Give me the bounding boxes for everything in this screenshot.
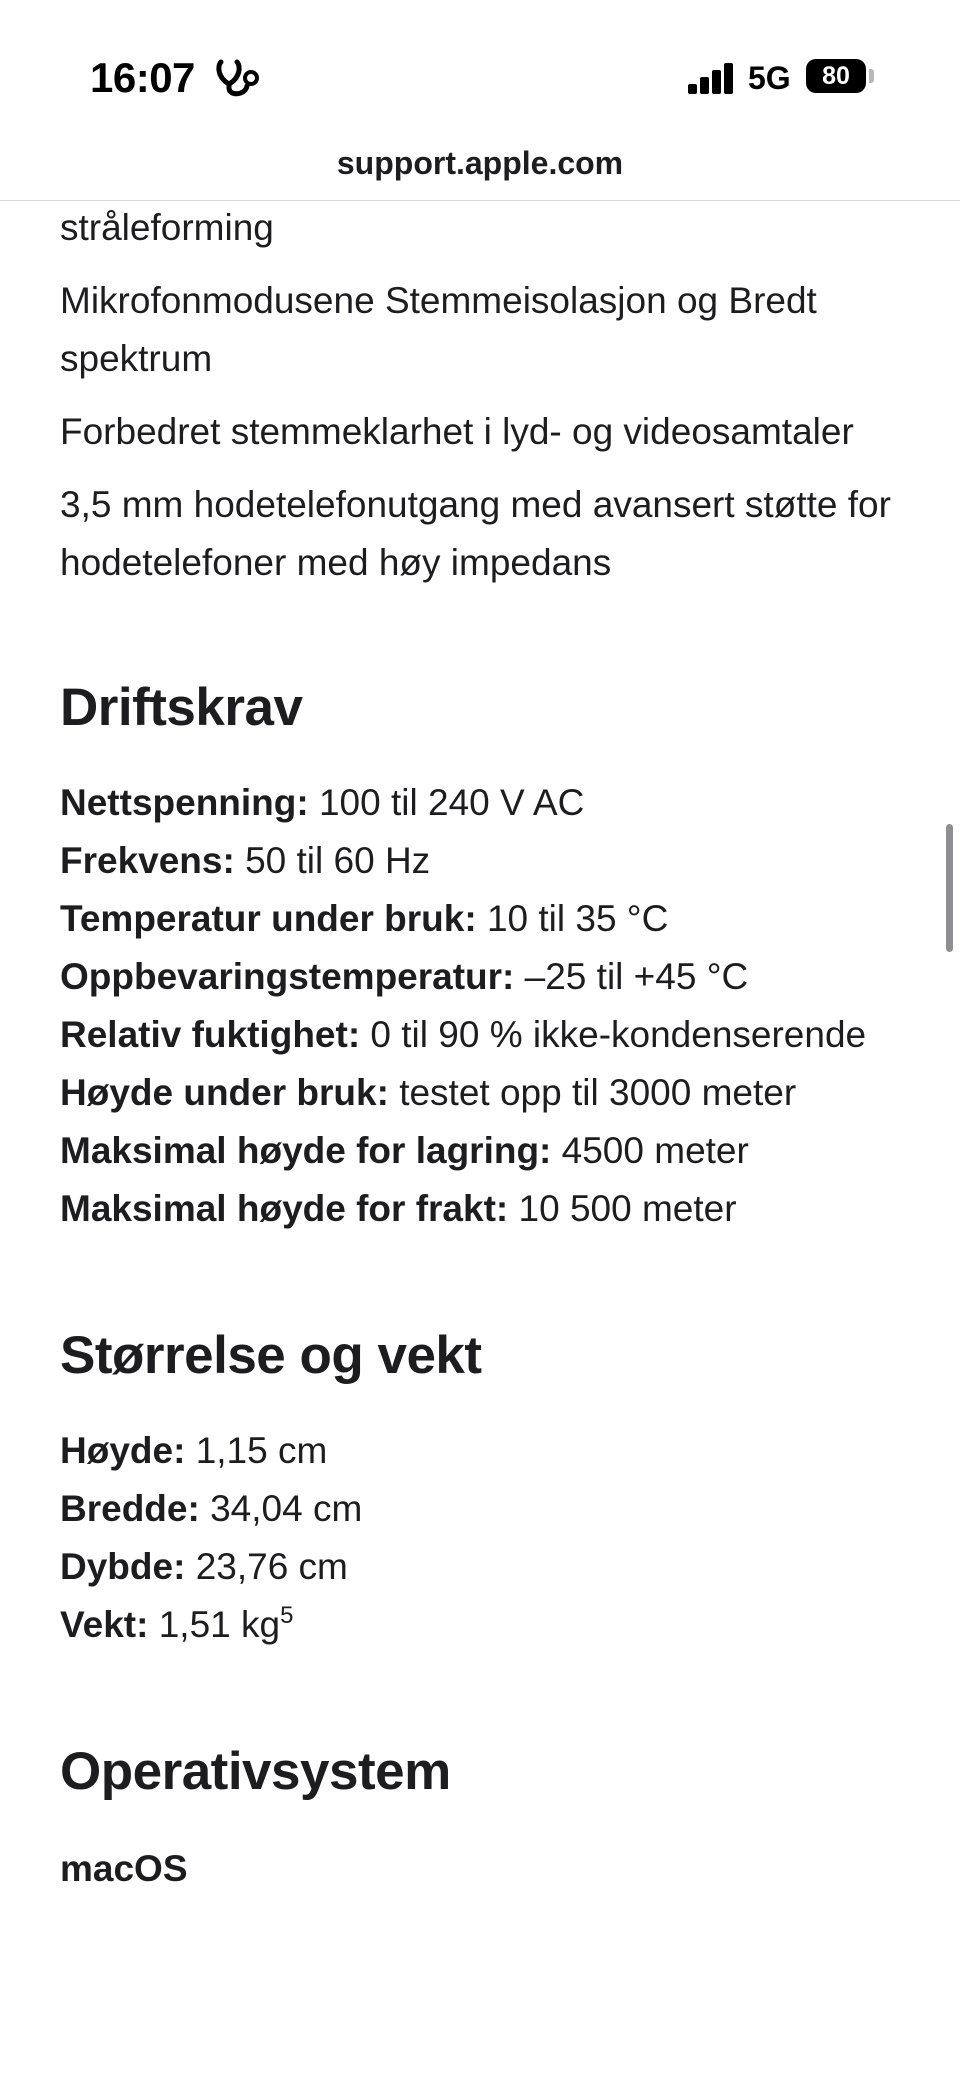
spec-value: 100 til 240 V AC — [318, 782, 585, 823]
spec-label: Vekt: — [60, 1604, 149, 1645]
section-heading-size-weight: Størrelse og vekt — [60, 1326, 482, 1385]
status-time: 16:07 — [90, 54, 195, 101]
cellular-signal-icon — [688, 62, 736, 94]
spec-line-shipping-altitude — [60, 1180, 900, 1238]
spec-label: Dybde: — [60, 1546, 186, 1587]
spec-line-relative-humidity — [60, 1006, 900, 1064]
feature-line-voice-isolation: Mikrofonmodusene Stemmeisolasjon og Bredt spektrum — [60, 280, 817, 379]
feature-line-voice-clarity: Forbedret stemmeklarhet i lyd- og videosamtaler — [60, 411, 854, 452]
spec-value: 34,04 cm — [210, 1488, 363, 1529]
spec-value: 23,76 cm — [195, 1546, 348, 1587]
page-scrollbar[interactable] — [946, 824, 953, 952]
spec-label: Høyde under bruk: — [60, 1072, 389, 1113]
browser-url-bar[interactable] — [0, 140, 960, 201]
spec-label: Bredde: — [60, 1488, 200, 1529]
spec-value: 4500 meter — [561, 1130, 749, 1171]
spec-value: 10 til 35 °C — [486, 898, 669, 939]
spec-label: Maksimal høyde for frakt: — [60, 1188, 509, 1229]
spec-value: 10 500 meter — [518, 1188, 737, 1229]
section-heading-operating-requirements: Driftskrav — [60, 678, 303, 737]
spec-label: Høyde: — [60, 1430, 186, 1471]
spec-line-operating-altitude — [60, 1064, 900, 1122]
spec-label: Relativ fuktighet: — [60, 1014, 361, 1055]
spec-line-height — [60, 1422, 900, 1480]
battery-icon: 80 — [806, 59, 866, 93]
spec-label: Nettspenning: — [60, 782, 309, 823]
spec-line-line-voltage — [60, 774, 900, 832]
url-text[interactable]: support.apple.com — [336, 145, 624, 181]
footnote-reference[interactable]: 5 — [280, 1602, 294, 1629]
status-bar — [0, 0, 960, 150]
spec-value: testet opp til 3000 meter — [399, 1072, 797, 1113]
stethoscope-icon — [215, 58, 261, 98]
operating-system-macos: macOS — [60, 1848, 188, 1889]
spec-value: 1,15 cm — [195, 1430, 328, 1471]
spec-line-depth — [60, 1538, 900, 1596]
spec-line-frequency — [60, 832, 900, 890]
spec-value: 50 til 60 Hz — [245, 840, 431, 881]
intro-fragment: stråleforming — [60, 207, 274, 248]
spec-line-width — [60, 1480, 900, 1538]
spec-value: 0 til 90 % ikke-kondenserende — [370, 1014, 867, 1055]
spec-label: Maksimal høyde for lagring: — [60, 1130, 552, 1171]
section-heading-operating-system: Operativsystem — [60, 1742, 451, 1801]
spec-label: Frekvens: — [60, 840, 235, 881]
battery-tip — [869, 69, 874, 83]
spec-label: Temperatur under bruk: — [60, 898, 477, 939]
spec-line-weight — [60, 1596, 900, 1654]
network-type: 5G — [748, 60, 791, 96]
spec-value: –25 til +45 °C — [524, 956, 749, 997]
article-content — [60, 199, 900, 1898]
spec-line-storage-temperature — [60, 948, 900, 1006]
spec-line-storage-altitude — [60, 1122, 900, 1180]
spec-line-operating-temperature — [60, 890, 900, 948]
spec-value: 1,51 kg — [158, 1604, 281, 1645]
feature-line-headphone-jack: 3,5 mm hodetelefonutgang med avansert støtte for hodetelefoner med høy impedans — [60, 484, 891, 583]
spec-label: Oppbevaringstemperatur: — [60, 956, 515, 997]
